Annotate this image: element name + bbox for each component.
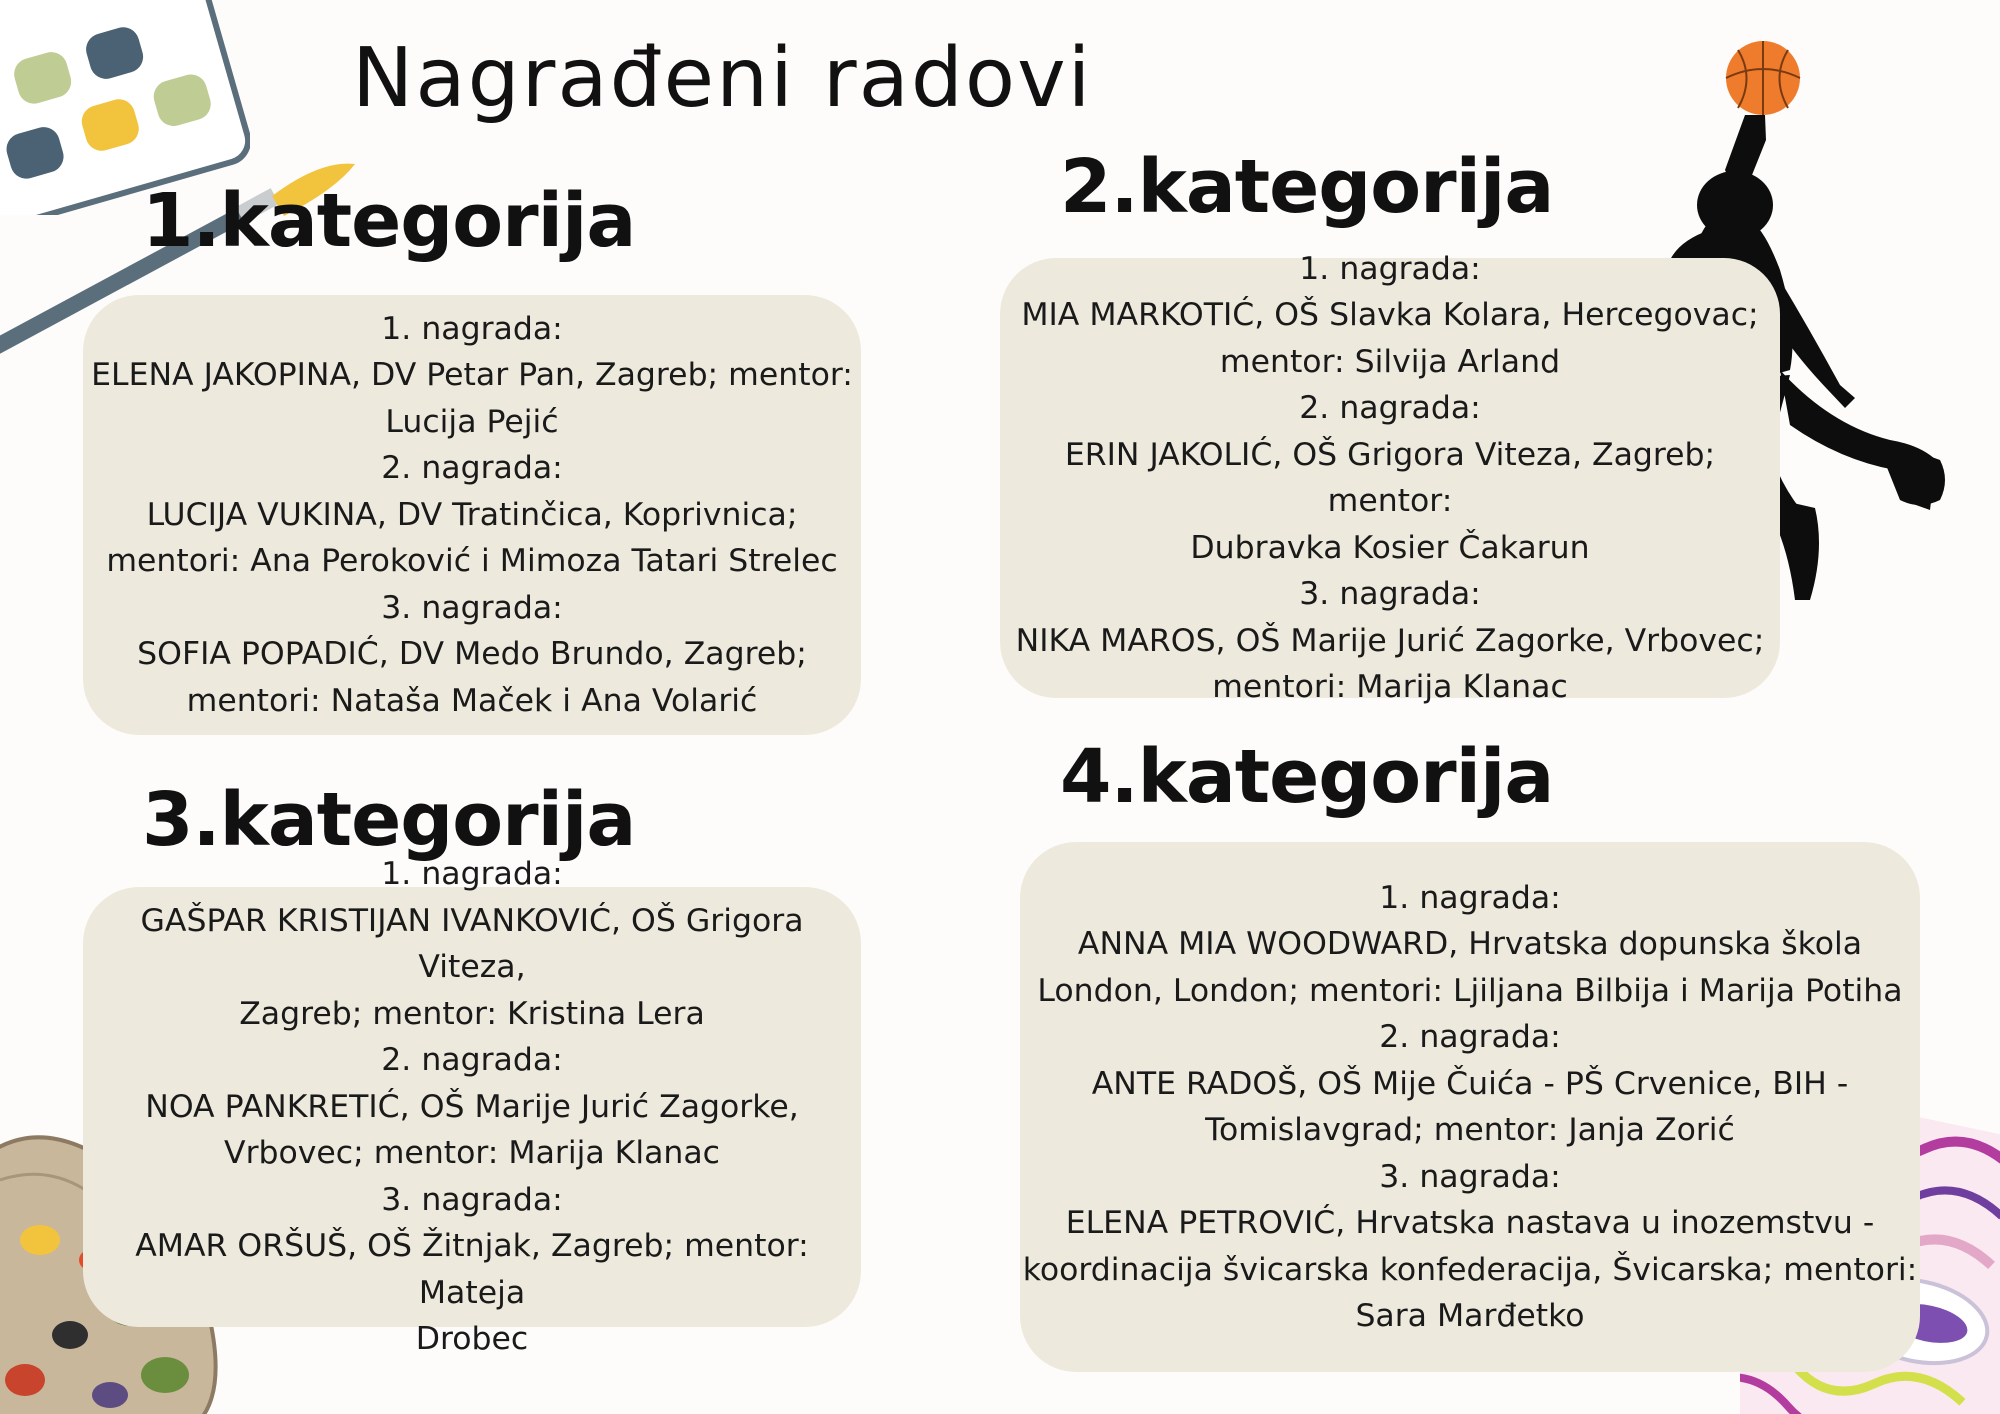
award-line: ANTE RADOŠ, OŠ Mije Čuića - PŠ Crvenice, BIH -: [1091, 1065, 1849, 1102]
award-line: ANNA MIA WOODWARD, Hrvatska dopunska škola: [1077, 926, 1863, 962]
award-line: GAŠPAR KRISTIJAN IVANKOVIĆ, OŠ Grigora Viteza,: [140, 902, 804, 986]
award-line: 1. nagrada:: [1379, 879, 1561, 916]
award-line: ELENA JAKOPINA, DV Petar Pan, Zagreb; mentor:: [91, 357, 853, 394]
category-4-card: [1020, 842, 1920, 1372]
award-line: 2. nagrada:: [1299, 390, 1481, 426]
award-line: NIKA MAROS, OŠ Marije Jurić Zagorke, Vrbovec;: [1015, 622, 1765, 659]
award-line: ERIN JAKOLIĆ, OŠ Grigora Viteza, Zagreb; mentor:: [1064, 436, 1716, 519]
category-2-heading: 2.kategorija: [1060, 144, 1554, 230]
award-line: 2. nagrada:: [381, 450, 563, 487]
award-line: mentor: Silvija Arland: [1219, 343, 1561, 380]
award-line: MIA MARKOTIĆ, OŠ Slavka Kolara, Hercegovac;: [1021, 297, 1759, 333]
award-line: LUCIJA VUKINA, DV Tratinčica, Koprivnica;: [146, 496, 798, 533]
award-line: SOFIA POPADIĆ, DV Medo Brundo, Zagreb;: [137, 636, 807, 673]
award-line: 1. nagrada:: [1299, 250, 1481, 287]
category-1-card: [83, 295, 861, 735]
award-line: 1. nagrada:: [381, 856, 563, 893]
award-line: 3. nagrada:: [381, 589, 563, 626]
award-line: Drobec: [415, 1321, 529, 1358]
award-line: ELENA PETROVIĆ, Hrvatska nastava u inozemstvu -: [1065, 1205, 1875, 1241]
award-line: London, London; mentori: Ljiljana Bilbija i Marija Potiha: [1037, 972, 1903, 1009]
category-4-heading: 4.kategorija: [1060, 734, 1554, 820]
award-line: 3. nagrada:: [1379, 1158, 1561, 1195]
award-line: Zagreb; mentor: Kristina Lera: [239, 995, 705, 1032]
award-line: Tomislavgrad; mentor: Janja Zorić: [1205, 1112, 1735, 1148]
award-line: Lucija Pejić: [385, 403, 559, 440]
award-line: Vrbovec; mentor: Marija Klanac: [224, 1135, 720, 1172]
page-title: Nagrađeni radovi: [352, 31, 1093, 126]
award-line: mentori: Nataša Maček i Ana Volarić: [186, 682, 758, 719]
award-line: 2. nagrada:: [381, 1042, 563, 1079]
award-line: mentori: Marija Klanac: [1212, 669, 1568, 705]
category-2-card: [1000, 250, 1780, 705]
award-line: 2. nagrada:: [1379, 1019, 1561, 1055]
category-1-heading: 1.kategorija: [142, 178, 636, 264]
award-line: Sara Marđetko: [1355, 1298, 1585, 1334]
award-line: 1. nagrada:: [381, 310, 563, 347]
category-3-heading: 3.kategorija: [142, 777, 636, 863]
award-line: 3. nagrada:: [1299, 576, 1481, 612]
award-line: koordinacija švicarska konfederacija, Švicarska; mentori:: [1022, 1251, 1918, 1288]
award-line: mentori: Ana Peroković i Mimoza Tatari Strelec: [106, 543, 838, 580]
award-line: NOA PANKRETIĆ, OŠ Marije Jurić Zagorke,: [145, 1088, 799, 1125]
award-line: AMAR ORŠUŠ, OŠ Žitnjak, Zagreb; mentor: Mateja: [135, 1228, 809, 1311]
award-line: Dubravka Kosier Čakarun: [1190, 529, 1590, 566]
award-line: 3. nagrada:: [381, 1181, 563, 1218]
category-3-card: [83, 856, 861, 1358]
